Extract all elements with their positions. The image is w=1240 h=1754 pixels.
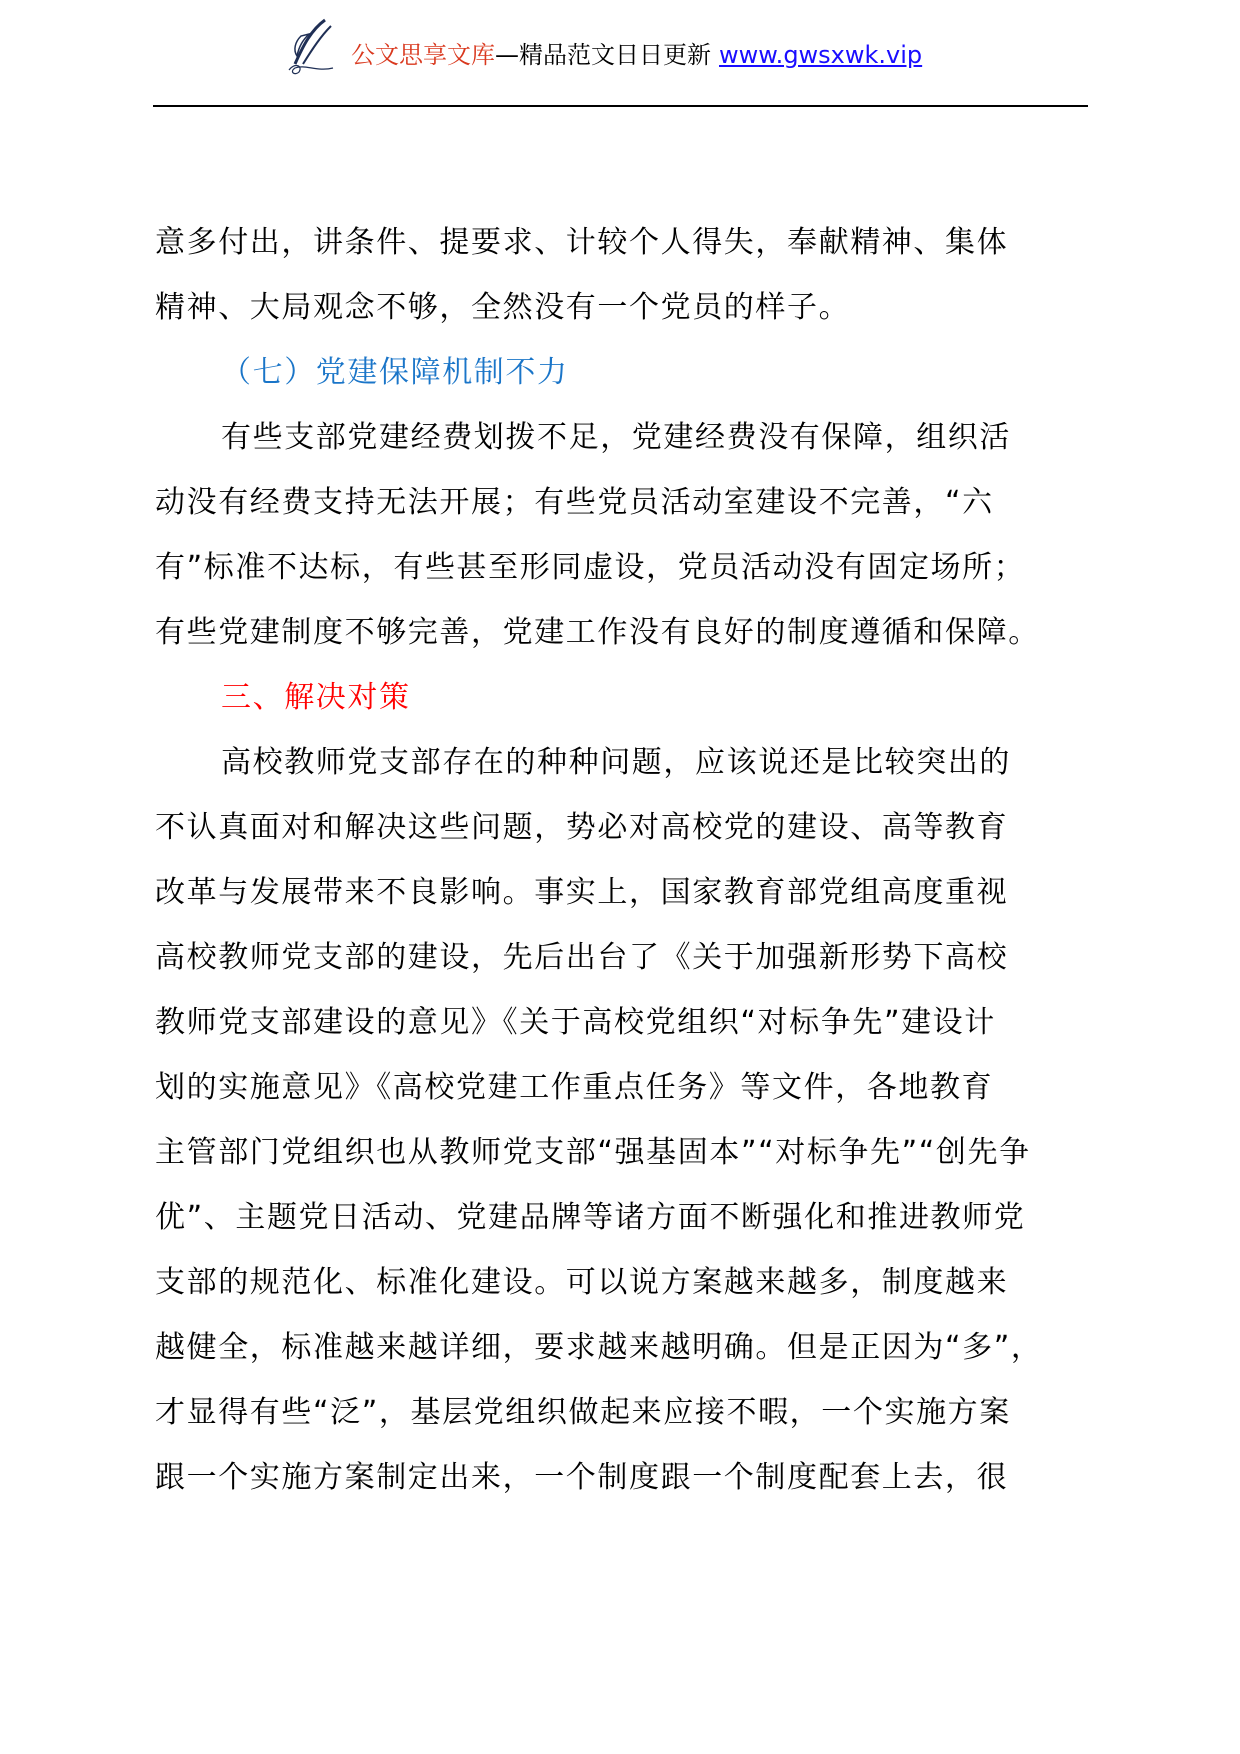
text-line: 高校教师党支部的建设，先后出台了《关于加强新形势下高校 <box>155 940 1009 975</box>
text-line: 主管部门党组织也从教师党支部“强基固本”“对标争先”“创先争 <box>155 1135 1031 1170</box>
text-line: 才显得有些“泛”，基层党组织做起来应接不暇，一个实施方案 <box>155 1395 1011 1430</box>
section-heading-solutions: 三、解决对策 <box>221 680 411 715</box>
text-line: 高校教师党支部存在的种种问题，应该说还是比较突出的 <box>221 745 1011 780</box>
text-line: 划的实施意见》《高校党建工作重点任务》等文件，各地教育 <box>155 1070 994 1105</box>
text-line: 改革与发展带来不良影响。事实上，国家教育部党组高度重视 <box>155 875 1009 910</box>
text-line: 有”标准不达标，有些甚至形同虚设，党员活动没有固定场所； <box>155 550 1026 585</box>
brand-name: 公文思享文库 <box>351 41 495 69</box>
text-line: 精神、大局观念不够，全然没有一个党员的样子。 <box>155 290 851 325</box>
text-line: 跟一个实施方案制定出来，一个制度跟一个制度配套上去，很 <box>155 1460 1009 1495</box>
header-divider <box>153 105 1088 107</box>
quill-pen-icon <box>281 16 343 76</box>
text-line: 意多付出，讲条件、提要求、计较个人得失，奉献精神、集体 <box>155 225 1009 260</box>
text-line: 优”、主题党日活动、党建品牌等诸方面不断强化和推进教师党 <box>155 1200 1026 1235</box>
text-line: 支部的规范化、标准化建设。可以说方案越来越多，制度越来 <box>155 1265 1009 1300</box>
site-url-link[interactable]: www.gwsxwk.vip <box>719 41 923 69</box>
text-line: 动没有经费支持无法开展；有些党员活动室建设不完善，“六 <box>155 485 994 520</box>
document-body <box>155 210 1090 1510</box>
text-line: 教师党支部建设的意见》《关于高校党组织“对标争先”建设计 <box>155 1005 996 1040</box>
site-banner-text <box>351 40 922 76</box>
text-line: 有些党建制度不够完善，党建工作没有良好的制度遵循和保障。 <box>155 615 1040 650</box>
site-tagline: —精品范文日日更新 <box>495 41 711 69</box>
text-line: 不认真面对和解决这些问题，势必对高校党的建设、高等教育 <box>155 810 1009 845</box>
text-line: 越健全，标准越来越详细，要求越来越明确。但是正因为“多”， <box>155 1330 1043 1365</box>
header-banner <box>281 16 922 76</box>
text-line: 有些支部党建经费划拨不足，党建经费没有保障，组织活 <box>221 420 1011 455</box>
subheading-guarantee-mechanism: （七）党建保障机制不力 <box>221 355 569 390</box>
